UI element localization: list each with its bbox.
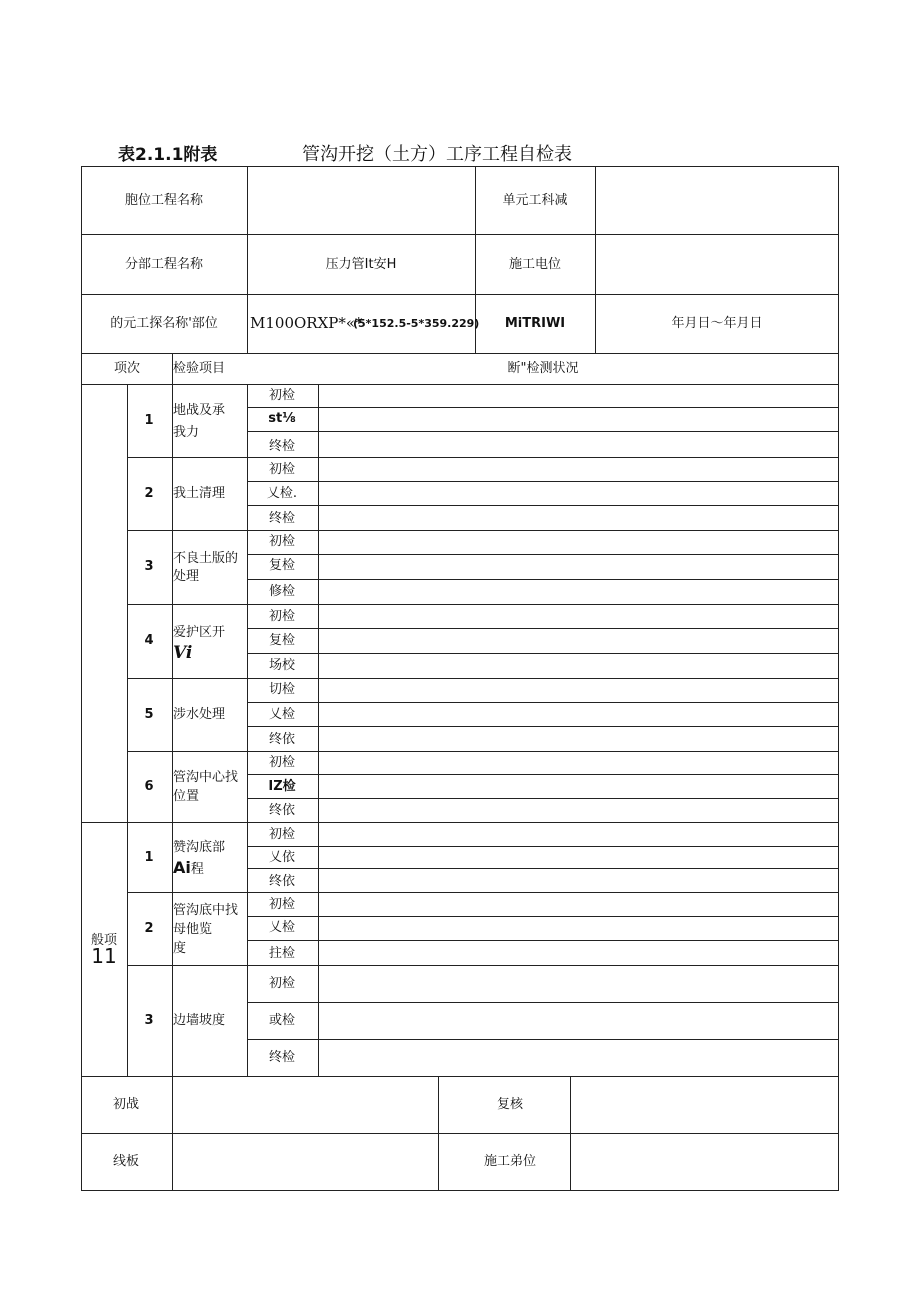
inspection-table — [81, 166, 839, 1191]
item-number: 3 — [144, 559, 154, 574]
check-stage: 终依 — [268, 732, 296, 747]
check-item-name: 不良土版的 — [173, 551, 239, 566]
check-stage: 拄检 — [268, 946, 296, 961]
check-stage: 终检 — [268, 1050, 296, 1065]
check-item-name: 管沟中心找 — [173, 770, 239, 785]
general-group-label: 般项 — [90, 933, 118, 948]
row-divider — [127, 457, 839, 458]
col-divider — [438, 1076, 439, 1191]
check-stage: 复检 — [268, 558, 296, 573]
check-item-name: 赞沟底部 — [173, 840, 226, 855]
row-divider — [81, 353, 839, 354]
item-number: 2 — [144, 921, 154, 936]
check-item-name: 母他览 — [173, 922, 213, 937]
sub-project-value: 压力管It安H — [325, 257, 397, 272]
row-divider — [247, 431, 839, 432]
check-stage: 初检 — [268, 609, 296, 624]
row-divider — [127, 530, 839, 531]
row-divider — [127, 678, 839, 679]
row-divider — [247, 774, 839, 775]
row-divider — [81, 822, 839, 823]
row-divider — [247, 798, 839, 799]
check-stage: 乂依 — [268, 850, 296, 865]
row-divider — [81, 384, 839, 385]
check-item-name: 爱护区开 — [173, 625, 226, 640]
check-stage: 初检 — [268, 976, 296, 991]
check-stage: 乂检. — [266, 486, 298, 501]
check-stage: 初检 — [268, 534, 296, 549]
check-stage: 场校 — [268, 658, 296, 673]
col-divider — [247, 166, 248, 353]
check-item-name-part: Ai — [173, 858, 191, 877]
row-divider — [247, 940, 839, 941]
row-divider — [247, 554, 839, 555]
check-stage: 乂检 — [268, 707, 296, 722]
check-stage: 终检 — [268, 511, 296, 526]
construction-unit-footer-label: 施工弟位 — [483, 1154, 537, 1169]
sub-project-label: 分部工程名称 — [124, 257, 204, 272]
check-stage: 初检 — [268, 462, 296, 477]
row-divider — [81, 1133, 839, 1134]
item-no-header: 项次 — [113, 361, 141, 376]
check-item-name: 边墙坡度 — [173, 1013, 226, 1028]
check-stage: 终检 — [268, 439, 296, 454]
check-stage: st⅛ — [268, 411, 296, 426]
check-stage: 乂检 — [268, 920, 296, 935]
check-item-name: 涉水处理 — [173, 707, 226, 722]
unit-element-label: 单元工科减 — [502, 193, 568, 208]
check-item-name: 处理 — [173, 569, 200, 584]
col-divider — [318, 384, 319, 1076]
table-border — [81, 166, 839, 167]
table-border — [81, 166, 82, 1191]
initial-check-label: 初战 — [112, 1097, 140, 1112]
table-number: 表2.1.1附表 — [118, 145, 218, 165]
item-number: 5 — [144, 707, 154, 722]
row-divider — [81, 294, 839, 295]
check-item-name: 位置 — [173, 789, 200, 804]
row-divider — [127, 604, 839, 605]
check-item-header: 检验项目 — [173, 361, 226, 376]
check-item-name: 地战及承 — [173, 403, 226, 418]
check-stage: 复检 — [268, 633, 296, 648]
review-label: 复核 — [496, 1097, 524, 1112]
row-divider — [247, 916, 839, 917]
row-divider — [247, 726, 839, 727]
item-number: 1 — [144, 850, 154, 865]
col-divider — [172, 1076, 173, 1191]
col-divider — [570, 1076, 571, 1191]
row-divider — [247, 1002, 839, 1003]
row-divider — [247, 868, 839, 869]
check-stage: 初检 — [268, 388, 296, 403]
row-divider — [127, 965, 839, 966]
element-range-value: (5*152.5-5*359.229) — [353, 317, 480, 330]
status-header: 断"检测状况 — [507, 361, 579, 376]
check-stage: 修检 — [268, 584, 296, 599]
element-name-label: 的元工探名称'部位 — [110, 316, 218, 331]
item-number: 2 — [144, 486, 154, 501]
check-stage: IZ检 — [268, 779, 296, 794]
row-divider — [247, 407, 839, 408]
row-divider — [247, 702, 839, 703]
general-group-count: 11 — [91, 944, 117, 968]
check-stage: 初检 — [268, 827, 296, 842]
row-divider — [127, 751, 839, 752]
row-divider — [247, 653, 839, 654]
item-number: 6 — [144, 779, 154, 794]
table-border — [81, 1190, 839, 1191]
row-divider — [81, 234, 839, 235]
col-divider — [595, 166, 596, 353]
item-number: 3 — [144, 1013, 154, 1028]
row-divider — [247, 1039, 839, 1040]
row-divider — [247, 505, 839, 506]
page-title: 管沟开挖（土方）工序工程自检表 — [302, 144, 572, 165]
check-item-name-part: 程 — [190, 862, 204, 877]
check-item-name: 度 — [173, 941, 187, 956]
check-stage: 终依 — [268, 874, 296, 889]
check-stage: 终依 — [268, 803, 296, 818]
item-number: 4 — [144, 633, 154, 648]
date-label: MiTRIWI — [504, 316, 566, 331]
check-stage: 切检 — [268, 682, 296, 697]
construction-unit-label: 施工电位 — [508, 257, 562, 272]
check-stage: 或检 — [268, 1013, 296, 1028]
check-stage: 初检 — [268, 897, 296, 912]
check-item-name: 我土清理 — [173, 486, 226, 501]
row-divider — [81, 1076, 839, 1077]
row-divider — [247, 481, 839, 482]
row-divider — [247, 846, 839, 847]
check-item-name: 我力 — [173, 425, 200, 440]
row-divider — [127, 892, 839, 893]
check-item-name — [173, 860, 204, 878]
check-stage: 初检 — [268, 755, 296, 770]
col-divider — [127, 384, 128, 1076]
col-divider — [247, 384, 248, 1076]
check-item-name: 管沟底中找 — [173, 903, 239, 918]
element-name-value: M100ORXP*«* — [250, 314, 363, 332]
row-divider — [247, 579, 839, 580]
check-item-name: Vi — [173, 643, 193, 663]
line-board-label: 线板 — [112, 1154, 140, 1169]
date-value: 年月日〜年月日 — [671, 316, 763, 331]
row-divider — [247, 628, 839, 629]
item-number: 1 — [144, 413, 154, 428]
unit-project-label: 胞位工程名称 — [124, 193, 204, 208]
